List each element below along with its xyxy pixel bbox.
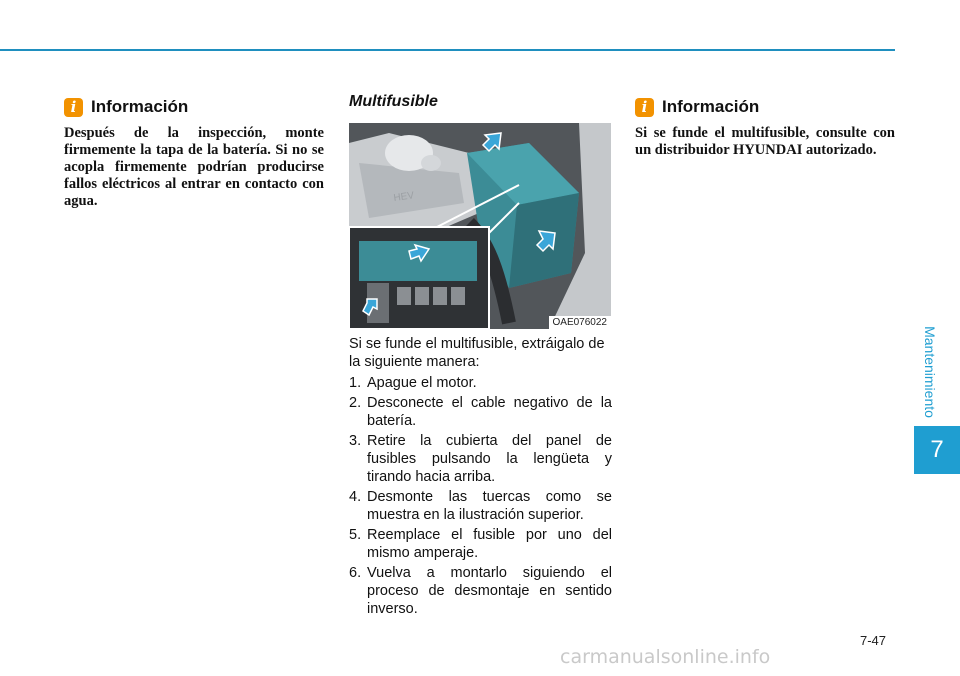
step-text: Apague el motor. [367, 375, 477, 391]
step-text: Vuelva a montarlo siguiendo el proceso de desmontaje en sentido inverso. [367, 565, 612, 617]
section-title: Multifusible [349, 93, 438, 110]
section-side-label [915, 322, 945, 422]
step-text: Desconecte el cable negativo de la batería. [367, 395, 612, 429]
multifuse-figure [349, 123, 611, 329]
page-number: 7-47 [860, 633, 887, 648]
step-text: Desmonte las tuercas como se muestra en la ilustración superior. [367, 489, 612, 523]
info-text-right: Si se funde el multifusible, consulte con un distribuidor HYUNDAI autorizado. [635, 125, 895, 158]
step-number: 4. [349, 489, 362, 505]
info-title: Información [662, 97, 760, 116]
step-text: Reemplace el fusible por uno del mismo amperaje. [367, 527, 612, 561]
step-number: 5. [349, 527, 362, 543]
svg-text:HEV: HEV [392, 190, 415, 204]
multifuse-intro: Si se funde el multifusible, extráigalo de la siguiente manera: [349, 336, 605, 370]
list-item [349, 394, 612, 430]
figure-code: OAE076022 [549, 316, 612, 329]
step-number: 6. [349, 565, 362, 581]
info-icon: i [635, 98, 654, 117]
list-item [349, 488, 612, 524]
chapter-tab: 7 [914, 426, 960, 474]
info-title: Información [91, 97, 189, 116]
info-icon: i [64, 98, 83, 117]
section-label-text: Mantenimiento [922, 326, 939, 418]
info-heading-right [635, 97, 759, 117]
engine-bay-illustration [349, 123, 611, 329]
list-item [349, 374, 612, 392]
info-heading-left [64, 97, 188, 117]
step-number: 1. [349, 375, 362, 391]
header-rule [0, 49, 895, 51]
list-item [349, 526, 612, 562]
step-number: 3. [349, 433, 362, 449]
list-item [349, 564, 612, 618]
steps-list [349, 374, 612, 620]
list-item [349, 432, 612, 486]
step-text: Retire la cubierta del panel de fusibles pulsando la lengüeta y tirando hacia arriba. [367, 433, 612, 485]
info-text-left: Después de la inspección, monte firmemente la tapa de la batería. Si no se acopla firmemente podrían producirse fallos eléctricos al entrar en contacto con agua. [64, 125, 324, 209]
watermark: carmanualsonline.info [560, 646, 771, 668]
step-number: 2. [349, 395, 362, 411]
